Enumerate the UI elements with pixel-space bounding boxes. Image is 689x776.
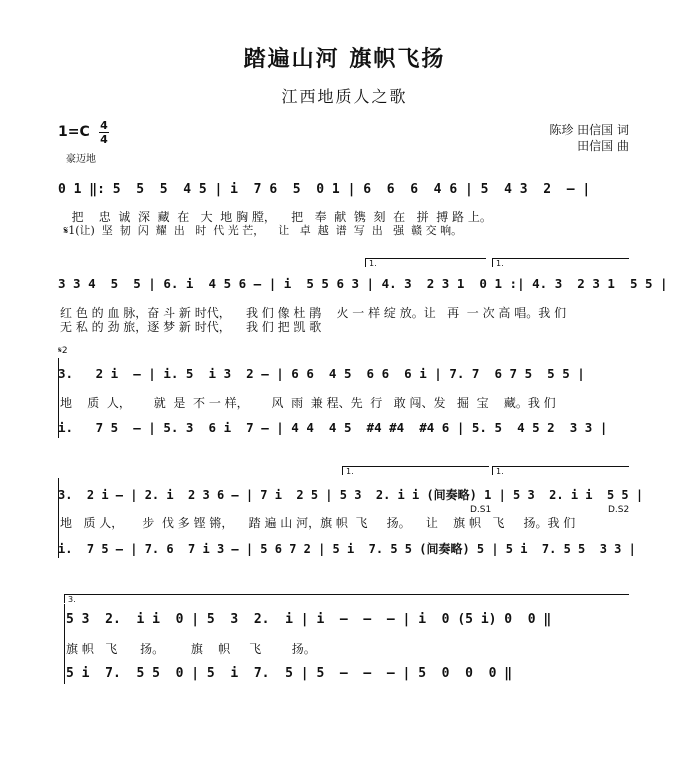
system1-notes: 0 1 ‖: 5 5 5 4 5 | i 7 6 5 0 1 | 6 6 6 4 6 | 5 4 3 2 – | — [58, 182, 591, 197]
system5-bracket — [64, 604, 65, 684]
system1-lyric-verse2: 𝄋1(让) 坚 韧 闪 耀 出 时 代 光 芒， 让 卓 越 谱 写 出 强 赣 交 响。 — [60, 224, 463, 237]
system5-upper-notes: 5 3 2. i i 0 | 5 3 2. i | i – – – | i 0 (5 i) 0 0 ‖ — [66, 612, 552, 627]
credits — [549, 122, 629, 154]
volta-label-2: 1. — [496, 259, 504, 268]
lyricist-credit: 陈珍 田信国 词 — [549, 123, 629, 137]
volta-label-5: 3. — [68, 595, 76, 604]
system4-lyric: 地 质 人， 步 伐 多 铿 锵， 踏 遍 山 河，旗 帜 飞 扬。 让 旗 帜 飞 扬。我 们 — [60, 516, 576, 530]
volta-label-3: 1. — [346, 467, 354, 476]
volta-bracket-5 — [64, 594, 629, 603]
volta-bracket-1 — [365, 258, 486, 267]
system2-notes: 3 3 4 5 5 | 6. i 4 5 6 – | i 5 5 6 3 | 4. 3 2 3 1 0 1 :| 4. 3 2 3 1 5 5 | — [58, 276, 668, 291]
volta-label-4: 1. — [496, 467, 504, 476]
volta-label-1: 1. — [369, 259, 377, 268]
time-signature-bottom: 4 — [100, 133, 108, 146]
system1-lyric-verse1: 把 忠 诚 深 藏 在 大 地 胸 膛， 把 奉 献 镌 刻 在 拼 搏 路 上。 — [60, 210, 492, 224]
time-signature — [99, 120, 109, 145]
key-signature: 1=C — [58, 124, 90, 140]
time-signature-top: 4 — [100, 119, 108, 132]
song-title: 踏遍山河 旗帜飞扬 — [243, 46, 446, 72]
volta-bracket-2 — [492, 258, 629, 267]
ds2-mark: D.S2 — [608, 505, 630, 515]
volta-bracket-3 — [342, 466, 489, 475]
ds1-mark: D.S1 — [470, 505, 492, 515]
system4-lower-notes: i. 7 5 – | 7. 6 7 i 3 – | 5 6 7 2 | 5 i 7. 5 5 (间奏略) 5 | 5 i 7. 5 5 3 3 | — [58, 542, 636, 556]
system5-lower-notes: 5 i 7. 5 5 0 | 5 i 7. 5 | 5 – – – | 5 0 0 0 ‖ — [66, 666, 513, 681]
system3-lyric: 地 质 人， 就 是 不 一 样， 风 雨 兼 程、先 行 敢 闯、发 掘 宝 藏。我 们 — [60, 396, 556, 410]
system4-upper-notes: 3. 2 i – | 2. i 2 3 6 – | 7 i 2 5 | 5 3 2. i i (间奏略) 1 | 5 3 2. i i 5 5 | — [58, 488, 644, 502]
composer-credit: 田信国 曲 — [577, 139, 629, 153]
system3-lower-notes: i. 7 5 – | 5. 3 6 i 7 – | 4 4 4 5 #4 #4 #4 6 | 5. 5 4 5 2 3 3 | — [58, 420, 608, 435]
tempo-marking: 豪迈地 — [66, 154, 96, 165]
system3-upper-notes: 3. 2 i – | i. 5 i 3 2 – | 6 6 4 5 6 6 6 i | 7. 7 6 7 5 5 5 | — [58, 366, 585, 381]
system5-lyric: 旗 帜 飞 扬。 旗 帜 飞 扬。 — [66, 642, 316, 656]
system2-lyric-verse2: 无 私 的 劲 旅，逐 梦 新 时代， 我 们 把 凯 歌 — [60, 320, 322, 334]
segno-2-mark: 𝄋2 — [58, 346, 68, 356]
volta-bracket-4 — [492, 466, 629, 475]
song-subtitle: 江西地质人之歌 — [281, 87, 408, 106]
system2-lyric-verse1: 红 色 的 血 脉，奋 斗 新 时代， 我 们 像 杜 鹃 火 一 样 绽 放。让 再 一 次 高 唱。我 们 — [60, 306, 567, 320]
